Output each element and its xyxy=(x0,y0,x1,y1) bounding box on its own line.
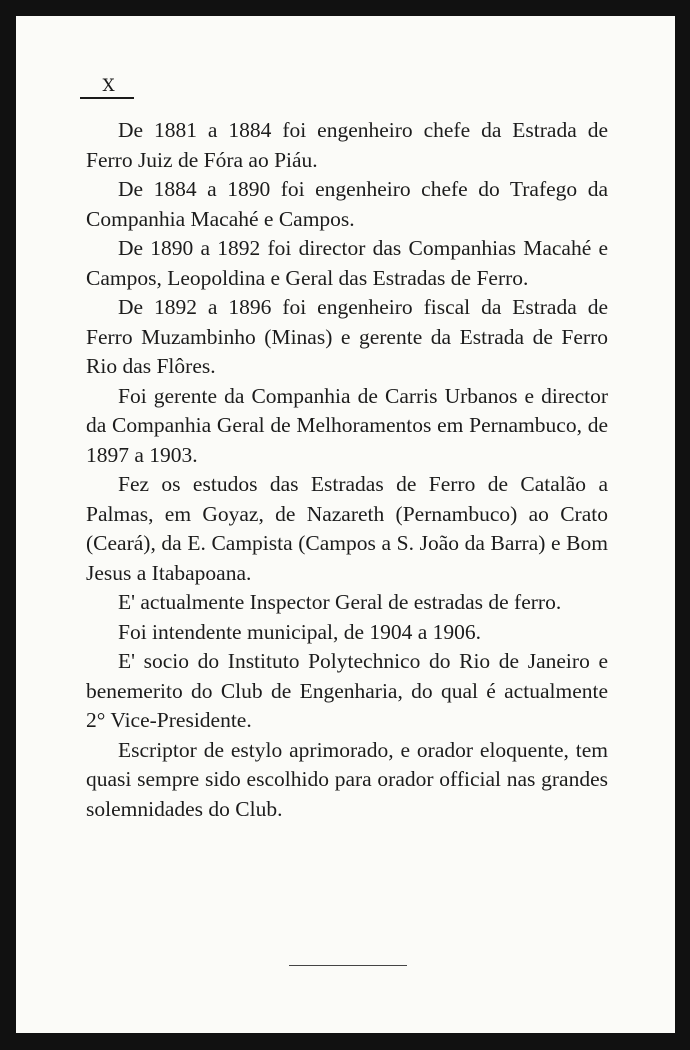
paragraph-escriptor: Escriptor de estylo aprimorado, e orador eloquente, tem quasi sempre sido escolhido para orador official nas grandes solemnidades do Club. xyxy=(86,737,608,821)
body-text xyxy=(86,116,608,824)
book-page xyxy=(16,16,675,1033)
paragraph-1884: De 1884 a 1890 foi engenheiro chefe do Trafego da Companhia Macahé e Campos. xyxy=(86,177,608,231)
paragraph-carris-urbanos: Foi gerente da Companhia de Carris Urbanos e director da Companhia Geral de Melhoramentos em Pernambuco, de 1897 a 1903. xyxy=(86,383,608,467)
paragraph-inspector: E' actualmente Inspector Geral de estradas de ferro. xyxy=(118,590,562,614)
page-number: X xyxy=(102,76,116,96)
paragraph-estudos: Fez os estudos das Estradas de Ferro de Catalão a Palmas, em Goyaz, de Nazareth (Pernambuco) ao Crato (Ceará), da E. Campista (Campos a S. João da Barra) e Bom Jesus a Itabapoana. xyxy=(86,472,608,585)
paragraph-1890: De 1890 a 1892 foi director das Companhias Macahé e Campos, Leopoldina e Geral das Estradas de Ferro. xyxy=(86,236,608,290)
page-number-underline xyxy=(80,97,134,99)
paragraph-intendente: Foi intendente municipal, de 1904 a 1906. xyxy=(118,619,482,644)
closing-rule xyxy=(289,965,407,966)
paragraph-1892: De 1892 a 1896 foi engenheiro fiscal da Estrada de Ferro Muzambinho (Minas) e gerente da Estrada de Ferro Rio das Flôres. xyxy=(86,295,608,378)
paragraph-1881: De 1881 a 1884 foi engenheiro chefe da Estrada de Ferro Juiz de Fóra ao Piáu. xyxy=(86,118,608,172)
paragraph-socio: E' socio do Instituto Polytechnico do Rio de Janeiro e benemerito do Club de Engenharia, do qual é actualmente 2° Vice-Presidente. xyxy=(86,649,608,732)
